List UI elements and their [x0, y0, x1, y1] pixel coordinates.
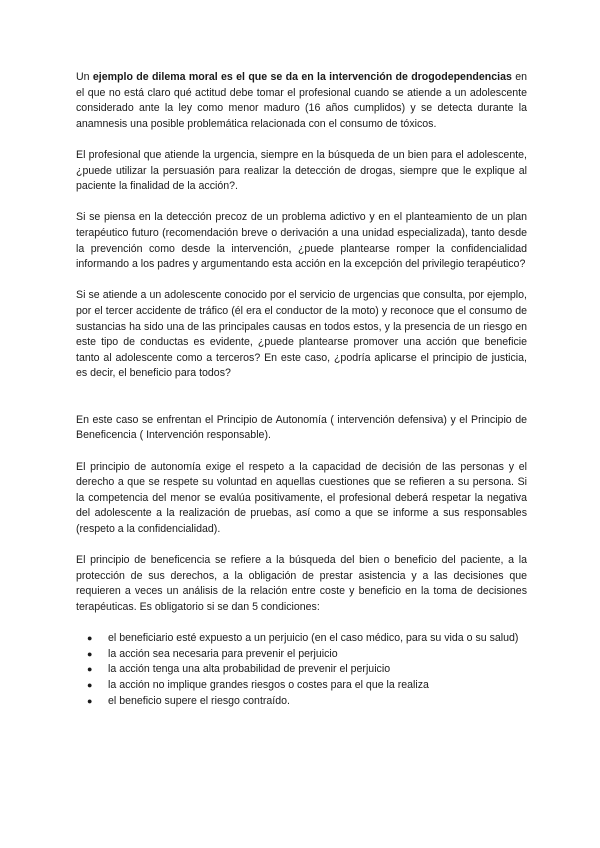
bullet-icon: ● [87, 695, 93, 706]
list-item-text: la acción no implique grandes riesgos o costes para el que la realiza [108, 678, 429, 691]
list-item [76, 647, 527, 663]
paragraph-intro [76, 70, 527, 132]
list-item [76, 631, 527, 647]
conditions-list [76, 631, 527, 709]
intro-rest: en el que no está claro qué actitud debe tomar el profesional cuando se atiende a un adolescente considerado ante la ley como menor maduro (16 años cumplidos) y se detecta durante la anamnesis una posible problemática relacionada con el consumo de tóxicos. [76, 71, 527, 130]
list-item [76, 662, 527, 678]
bullet-icon: ● [87, 679, 93, 690]
list-item-text: la acción sea necesaria para prevenir el perjuicio [108, 647, 338, 660]
paragraph-persuasion: El profesional que atiende la urgencia, siempre en la búsqueda de un bien para el adolescente, ¿puede utilizar la persuasión para realizar la detección de drogas, siempre que le explique al paciente la finalidad de la acción?. [76, 148, 527, 193]
list-item [76, 678, 527, 694]
list-item-text: el beneficiario esté expuesto a un perjuicio (en el caso médico, para su vida o su salud) [108, 632, 519, 645]
paragraph-beneficence: El principio de beneficencia se refiere a la búsqueda del bien o beneficio del paciente, a la protección de sus derechos, a la obligación de prestar asistencia y a las decisiones que requieren a veces un análisis de la relación entre coste y beneficio en la toma de decisiones terapéuticas. Es obligatorio si se dan 5 condiciones: [76, 554, 527, 613]
bullet-icon: ● [87, 664, 93, 675]
list-item-text: la acción tenga una alta probabilidad de prevenir el perjuicio [108, 663, 391, 676]
list-item-text: el beneficio supere el riesgo contraído. [108, 694, 290, 707]
bullet-icon: ● [87, 633, 93, 644]
paragraph-justice: Si se atiende a un adolescente conocido por el servicio de urgencias que consulta, por ejemplo, por el tercer accidente de tráfico (él era el conductor de la moto) y reconoce que el consumo de sustancias ha sido una de las principales causas en todos estos, y la presencia de un riesgo en este tipo de conductas es evidente, ¿puede plantearse promover una acción que beneficie tanto al adolescente como a terceros? En este caso, ¿podría aplicarse el principio de justicia, es decir, el beneficio para todos? [76, 289, 527, 380]
paragraph-principles-conflict: En este caso se enfrentan el Principio de Autonomía ( intervención defensiva) y el Principio de Beneficencia ( Intervención responsable). [76, 413, 527, 442]
document-page [76, 70, 527, 709]
intro-bold-heading: ejemplo de dilema moral es el que se da en la intervención de drogodependencias [92, 71, 512, 83]
paragraph-confidentiality: Si se piensa en la detección precoz de un problema adictivo y en el planteamiento de un plan terapéutico futuro (recomendación breve o derivación a una unidad especializada), tanto desde la prevención como desde la intervención, ¿puede plantearse romper la confidencialidad informando a los padres y argumentando esta acción en la excepción del privilegio terapéutico? [76, 211, 527, 271]
paragraph-autonomy: El principio de autonomía exige el respeto a la capacidad de decisión de las personas y el derecho a que se respete su voluntad en aquellas cuestiones que se refieren a su persona. Si la competencia del menor se evalúa positivamente, el profesional deberá respetar la negativa del adolescente a la realización de pruebas, así como a que se informe a sus responsables (respeto a la confidencialidad). [76, 460, 527, 536]
intro-lead: Un [76, 71, 93, 83]
bullet-icon: ● [87, 648, 93, 659]
list-item [76, 694, 527, 710]
